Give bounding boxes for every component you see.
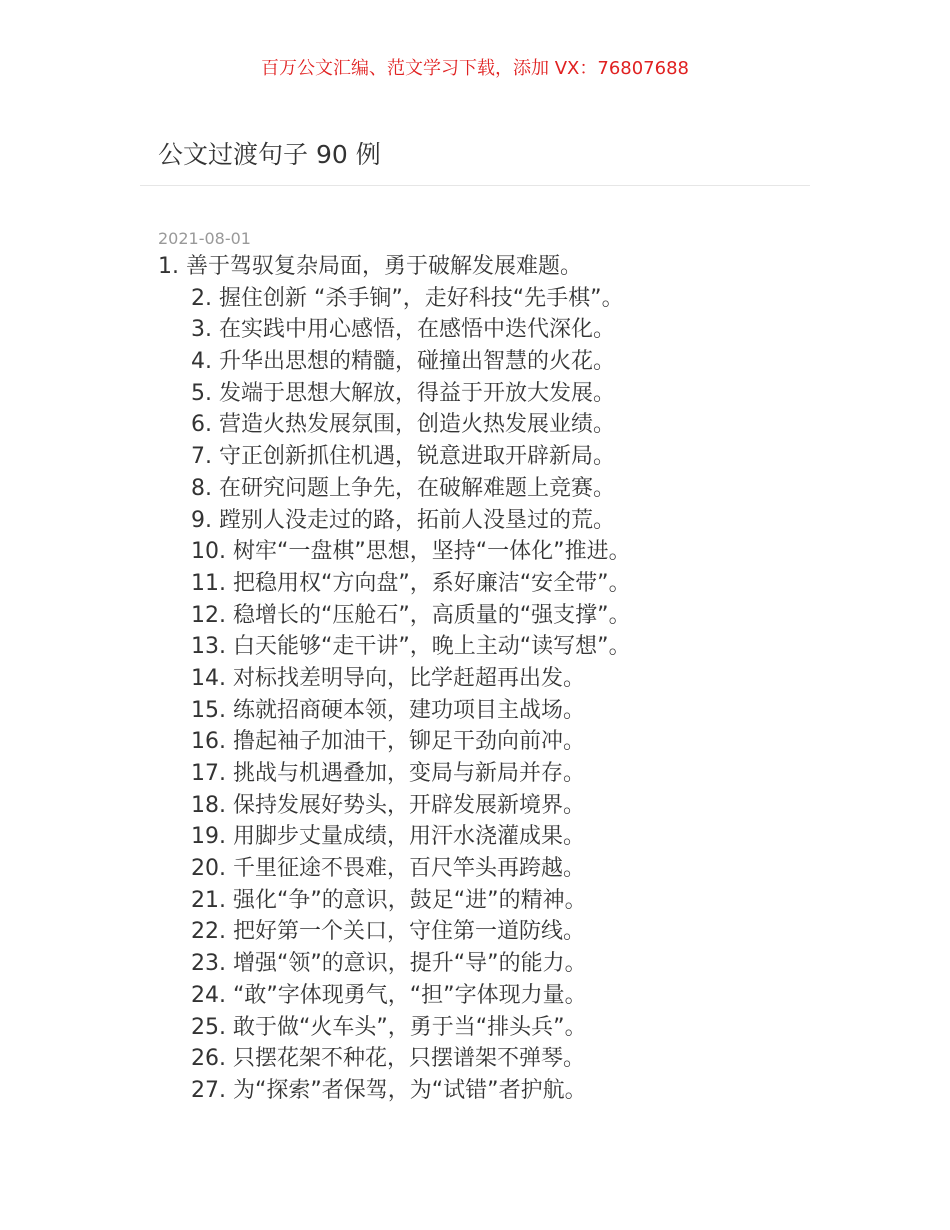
list-item: 6. 营造火热发展氛围，创造火热发展业绩。	[191, 412, 615, 438]
list-item: 9. 蹚别人没走过的路，拓前人没垦过的荒。	[191, 507, 615, 533]
promo-banner: 百万公文汇编、范文学习下载，添加 VX：76807688	[261, 58, 689, 79]
list-item: 5. 发端于思想大解放，得益于开放大发展。	[191, 380, 615, 406]
list-item: 2. 握住创新 “杀手锏”，走好科技“先手棋”。	[191, 285, 624, 311]
title-divider	[140, 185, 810, 186]
list-item: 3. 在实践中用心感悟，在感悟中迭代深化。	[191, 317, 615, 343]
list-item: 7. 守正创新抓住机遇，锐意进取开辟新局。	[191, 444, 615, 470]
list-item: 4. 升华出思想的精髓，碰撞出智慧的火花。	[191, 349, 615, 375]
list-item: 23. 增强“领”的意识，提升“导”的能力。	[191, 951, 587, 977]
sentence-list	[158, 251, 631, 1107]
list-item: 21. 强化“争”的意识，鼓足“进”的精神。	[191, 887, 587, 913]
list-item: 12. 稳增长的“压舱石”，高质量的“强支撑”。	[191, 602, 631, 628]
list-item: 25. 敢于做“火车头”，勇于当“排头兵”。	[191, 1014, 587, 1040]
list-item: 17. 挑战与机遇叠加，变局与新局并存。	[191, 761, 585, 786]
list-item: 14. 对标找差明导向，比学赶超再出发。	[191, 665, 585, 691]
list-item: 15. 练就招商硬本领，建功项目主战场。	[191, 697, 585, 723]
article-title: 公文过渡句子 90 例	[158, 140, 381, 169]
list-item: 24. “敢”字体现勇气，“担”字体现力量。	[191, 982, 587, 1008]
list-item: 13. 白天能够“走干讲”，晚上主动“读写想”。	[191, 634, 631, 660]
list-item: 8. 在研究问题上争先，在破解难题上竞赛。	[191, 475, 615, 501]
list-item: 19. 用脚步丈量成绩，用汗水浇灌成果。	[191, 824, 585, 850]
list-item: 18. 保持发展好势头，开辟发展新境界。	[191, 792, 585, 818]
list-item: 16. 撸起袖子加油干，铆足干劲向前冲。	[191, 729, 585, 755]
list-item: 11. 把稳用权“方向盘”，系好廉洁“安全带”。	[191, 570, 631, 596]
publish-date: 2021-08-01	[158, 229, 251, 248]
list-item: 26. 只摆花架不种花，只摆谱架不弹琴。	[191, 1046, 585, 1072]
list-item: 20. 千里征途不畏难，百尺竿头再跨越。	[191, 856, 585, 882]
list-item: 22. 把好第一个关口，守住第一道防线。	[191, 919, 585, 945]
list-item: 27. 为“探索”者保驾，为“试错”者护航。	[191, 1077, 587, 1103]
list-item: 10. 树牢“一盘棋”思想，坚持“一体化”推进。	[191, 539, 631, 565]
list-item: 1. 善于驾驭复杂局面，勇于破解发展难题。	[158, 254, 582, 279]
